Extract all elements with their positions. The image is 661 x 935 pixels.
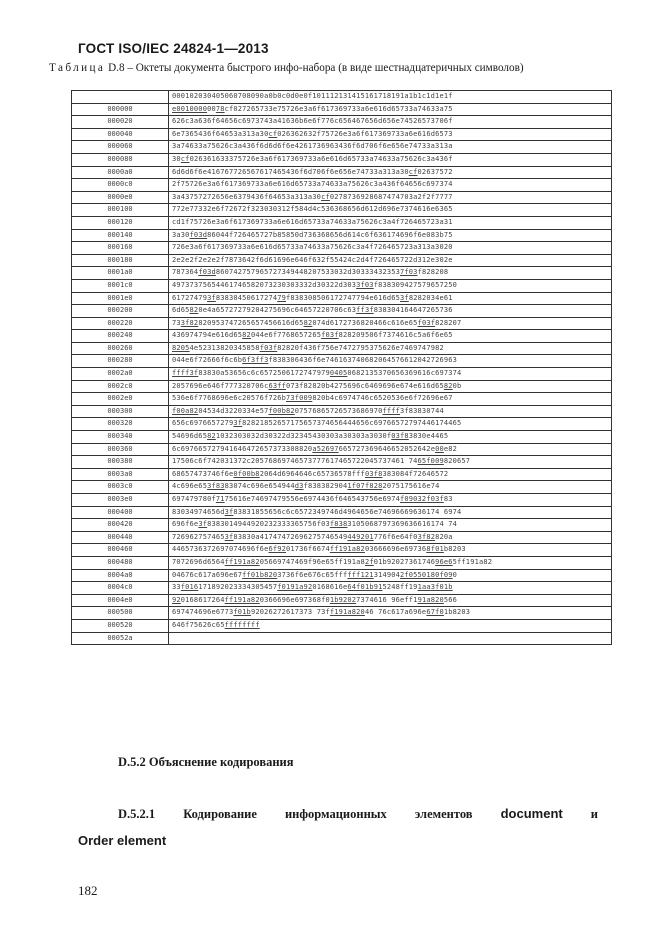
subsection-conjunction: и — [590, 807, 598, 821]
encoded-octet-group: f0191a92 — [277, 583, 313, 592]
offset-cell: 00052a — [72, 632, 169, 645]
hex-cell: ffff3f83830a53656c6c657250617274797904050682135370656369616c697374 — [169, 368, 612, 381]
section-title: D.5.2 Объяснение кодирования — [118, 755, 294, 769]
encoded-octet-group: 03f8 — [364, 469, 383, 478]
encoded-octet-group: 7f03 — [400, 268, 418, 277]
encoded-octet-group: 3f — [198, 520, 208, 529]
offset-cell: 000320 — [72, 418, 169, 431]
encoded-octet-group: 3f — [233, 419, 243, 428]
hex-cell: 646f75626c65ffffffff — [169, 619, 612, 632]
table-row — [72, 317, 612, 330]
encoded-octet-group: ffffffff — [224, 620, 260, 629]
offset-cell: 000080 — [72, 153, 169, 166]
table-row — [72, 229, 612, 242]
table-caption — [49, 62, 629, 74]
table-row — [72, 153, 612, 166]
subsection-word: элементов — [414, 807, 473, 821]
offset-header-cell — [72, 91, 169, 104]
encoded-octet-group: f03f — [321, 331, 339, 340]
table-row — [72, 305, 612, 318]
encoded-octet-group: 82 — [242, 331, 251, 340]
hex-cell: 2e2e2f2e2e2f7873642f6d61696e646f632f55424c2d4f726465722d312e302e — [169, 254, 612, 267]
table-row — [72, 481, 612, 494]
hex-cell: 617274793f8383045061727479f838308506172747794e616d653f8282034e61 — [169, 292, 612, 305]
table-caption-label: Таблица — [49, 62, 106, 74]
offset-cell: 000300 — [72, 405, 169, 418]
encoded-octet-group: 79 — [277, 293, 287, 302]
hex-cell: 920168617264ff191a820366696e697368f01b92027374616 96eff191a820566 — [169, 594, 612, 607]
table-row — [72, 216, 612, 229]
subsection-word: информационных — [284, 807, 387, 821]
encoded-octet-group: 2f0550180f09 — [400, 570, 453, 579]
offset-cell: 000360 — [72, 443, 169, 456]
encoded-octet-group: cf — [180, 154, 190, 163]
hex-cell: 3a43757272656e6379436f64653a313a30cf0278736928687474703a2f2f7777 — [169, 191, 612, 204]
table-row — [72, 267, 612, 280]
encoded-octet-group: 3f83 — [207, 482, 225, 491]
hex-cell: 3a74633a75626c3a436f6d6d6f6e4261736963436f6d706f6e656e74733a313a — [169, 141, 612, 154]
hex-cell: 626c3a636f64656c6973743a41636b6e6f776c656467656d656e74526573706f — [169, 116, 612, 129]
table-row — [72, 191, 612, 204]
subsection-heading — [118, 806, 598, 822]
hex-cell: 4c696e653f8383074c696e654944d3f8383829041f07f8282075175616e74 — [169, 481, 612, 494]
encoded-octet-group: a52697 — [312, 444, 339, 453]
hex-cell: 536e6f7768696e6c20576f726b73f009820b4c6974746c6520536e6f72696e67 — [169, 393, 612, 406]
hex-cell: 044e6f72666f6c6b6f3ff3f838306436f6e746163740682064576612042726963 — [169, 355, 612, 368]
offset-cell: 0002c0 — [72, 380, 169, 393]
table-row — [72, 607, 612, 620]
offset-cell: 000160 — [72, 242, 169, 255]
offset-cell: 000520 — [72, 619, 169, 632]
hex-cell — [169, 632, 612, 645]
offset-cell: 000140 — [72, 229, 169, 242]
table-row — [72, 393, 612, 406]
table-row — [72, 204, 612, 217]
encoded-octet-group: ff01b820 — [242, 570, 278, 579]
encoded-octet-group: 6f3ff3 — [242, 356, 269, 365]
hex-cell: 68657473746f6e0f00b82064d6964646c65736578fff03f8383084f72646572 — [169, 468, 612, 481]
encoded-octet-group: 00 — [435, 444, 444, 453]
subsection-term-order-element: Order element — [78, 833, 167, 848]
offset-cell: 0004a0 — [72, 569, 169, 582]
table-row — [72, 556, 612, 569]
hex-cell: 49737375654461746582073230303332d30322d3033f03f838309427579657250 — [169, 279, 612, 292]
encoded-octet-group: 96e6 — [435, 557, 453, 566]
encoded-octet-group: cf — [321, 192, 330, 201]
encoded-octet-group: 8f01 — [426, 545, 444, 554]
hex-cell: 04676c617a696e67ff01b8203736f6e676c65ffffff1213149042f0550180f090 — [169, 569, 612, 582]
hex-cell: 726e3a6f617369733a6e616d65733a74633a75626c3a4f726465723a313a3020 — [169, 242, 612, 255]
offset-cell: 0001e0 — [72, 292, 169, 305]
encoded-octet-group: 0f00b8 — [233, 469, 260, 478]
offset-cell: 0000c0 — [72, 179, 169, 192]
table-row — [72, 619, 612, 632]
encoded-octet-group: e0010000 — [172, 104, 208, 113]
hex-cell: 7269627574653f83830a41747472696275746549449201776f6e64f03f82820a — [169, 531, 612, 544]
offset-cell: 000240 — [72, 330, 169, 343]
table-row — [72, 468, 612, 481]
encoded-octet-group: 1f07f828 — [347, 482, 383, 491]
offset-cell: 000500 — [72, 607, 169, 620]
table-row — [72, 443, 612, 456]
encoded-octet-group: 3f82 — [180, 318, 199, 327]
encoded-octet-group: 82 — [207, 432, 216, 441]
offset-cell: 000100 — [72, 204, 169, 217]
table-row — [72, 254, 612, 267]
encoded-octet-group: 91a820 — [417, 595, 444, 604]
encoded-octet-group: f03d — [198, 268, 216, 277]
encoded-octet-group: 0405 — [329, 369, 348, 378]
offset-cell: 0001c0 — [72, 279, 169, 292]
table-row — [72, 128, 612, 141]
hex-cell: 54696d65821032303032d30322d32345430303a30303a3030f03f83830e4465 — [169, 431, 612, 444]
encoded-octet-group: 78 — [215, 104, 225, 113]
table-row — [72, 569, 612, 582]
encoded-octet-group: ff191a82 — [329, 545, 365, 554]
encoded-octet-group: cf — [408, 167, 418, 176]
table-row — [72, 544, 612, 557]
encoded-octet-group: ff191a82 — [224, 595, 260, 604]
offset-cell: 000180 — [72, 254, 169, 267]
encoded-octet-group: 65f009 — [417, 457, 444, 466]
encoded-octet-group: 67f0 — [426, 608, 444, 617]
table-row — [72, 519, 612, 532]
encoded-octet-group: 64f01b91 — [347, 583, 383, 592]
hex-cell: 2f75726e3a6f617369733a6e616d65733a74633a75626c3a436f64656c697374 — [169, 179, 612, 192]
encoded-octet-group: ffff — [382, 406, 401, 415]
offset-cell: 000220 — [72, 317, 169, 330]
encoded-octet-group: ff3f — [356, 306, 374, 315]
hex-cell: 83034974656d3f83831855656c6c6572349746d4964656e74696669636174 6974 — [169, 506, 612, 519]
encoded-octet-group: fff121 — [347, 570, 374, 579]
encoded-octet-group: ff191a82 — [224, 557, 260, 566]
offset-cell: 000480 — [72, 556, 169, 569]
hex-cell: 82054e52313820345858f03f82820f436f756e7472795375626e7469747982 — [169, 342, 612, 355]
encoded-octet-group: 449201 — [347, 532, 374, 541]
hex-cell: 6d6d6f6e416767726567617465436f6d706f6e656e74733a313a30cf02637572 — [169, 166, 612, 179]
table-row — [72, 506, 612, 519]
table-row — [72, 292, 612, 305]
hex-cell: 17506c6f742031372c20576869746573777617465722045737461 7465f009820657 — [169, 456, 612, 469]
offset-cell: 000060 — [72, 141, 169, 154]
offset-cell: 000000 — [72, 103, 169, 116]
offset-cell: 000280 — [72, 355, 169, 368]
table-row — [72, 594, 612, 607]
hex-cell: 6d65820e4a65727279204275696c64657220706c63ff3f838304164647265736 — [169, 305, 612, 318]
encoded-octet-group: f03f — [259, 343, 278, 352]
hex-cell: cd1f75726e3a6f617369733a6e616d65733a74633a75626c3a4f726465723a31 — [169, 216, 612, 229]
offset-cell: 000260 — [72, 342, 169, 355]
offset-cell: 0004c0 — [72, 582, 169, 595]
table-row — [72, 279, 612, 292]
table-caption-text: D.8 – Октеты документа быстрого инфо-набора (в виде шестнадцатеричных символов) — [108, 62, 524, 74]
table-row — [72, 141, 612, 154]
offset-cell: 0003c0 — [72, 481, 169, 494]
table-row — [72, 166, 612, 179]
byte-index-header: 000102030405060708090a0b0c0d0e0f101112131415161718191a1b1c1d1e1f — [169, 91, 612, 104]
offset-cell: 0000a0 — [72, 166, 169, 179]
hex-cell: 3a30f03d86044f726465727b85850d736368656d614c6f636174696f6e083b75 — [169, 229, 612, 242]
offset-cell: 000340 — [72, 431, 169, 444]
offset-cell: 000120 — [72, 216, 169, 229]
hex-cell: 2057696e646f777320706c63ff073f82820b4275696c6469696e674e616d65820b — [169, 380, 612, 393]
hex-cell: 30cf026361633375726e3a6f617369733a6e616d65733a74633a75626c3a436f — [169, 153, 612, 166]
encoded-octet-group: 3f — [207, 293, 216, 302]
encoded-octet-group: f03f — [426, 495, 444, 503]
table-row — [72, 531, 612, 544]
encoded-octet-group: 3f — [400, 293, 409, 302]
encoded-octet-group: cf — [268, 129, 278, 138]
offset-cell: 0004e0 — [72, 594, 169, 607]
standard-header: ГОСТ ISO/IEC 24824-1—2013 — [78, 41, 269, 56]
table-row — [72, 330, 612, 343]
hex-cell: 33f016171892023334305457f0191a920168616e64f01b915248ff191aa3f01b — [169, 582, 612, 595]
hex-cell: 436974794e616d6582044e6f7768657265f03f828209506f7374616c5a6f6e65 — [169, 330, 612, 343]
encoded-octet-group: 3f — [224, 507, 234, 516]
table-row — [72, 582, 612, 595]
hex-cell: 656c69766572793f82821852657175657374656444656c69766572797446174465 — [169, 418, 612, 431]
table-row — [72, 342, 612, 355]
offset-cell: 000460 — [72, 544, 169, 557]
table-row — [72, 632, 612, 645]
hex-cell: 787364f03d860742757965727349448207533032d303334323537f03f828208 — [169, 267, 612, 280]
subsection-word: Кодирование — [183, 807, 257, 821]
encoded-octet-group: f838 — [329, 520, 348, 529]
hex-octets-table — [71, 90, 612, 645]
table-row — [72, 103, 612, 116]
hex-cell: 7072696d6564ff191a8205669747469f96e65ff191a82f01b9202736174696e65ff191a82 — [169, 556, 612, 569]
table-row — [72, 405, 612, 418]
encoded-octet-group: 82 — [303, 318, 313, 327]
table-row — [72, 179, 612, 192]
offset-cell: 000020 — [72, 116, 169, 129]
hex-cell: 697479780f7175616e74697479556e6974436f646543756e6974f09032f03f83 — [169, 494, 612, 507]
offset-cell: 0002e0 — [72, 393, 169, 406]
offset-cell: 0002a0 — [72, 368, 169, 381]
encoded-octet-group: 6f92 — [268, 545, 287, 554]
encoded-octet-group: f00b82 — [268, 406, 295, 415]
offset-cell: 0003a0 — [72, 468, 169, 481]
offset-cell: 000420 — [72, 519, 169, 532]
hex-cell: 772e77332e6f72672f323030312f584d4c536368656d612d696e7374616e6365 — [169, 204, 612, 217]
table-row — [72, 242, 612, 255]
encoded-octet-group: f01b — [233, 608, 251, 617]
offset-cell: 000200 — [72, 305, 169, 318]
offset-cell: 000380 — [72, 456, 169, 469]
table-row — [72, 380, 612, 393]
encoded-octet-group: 63ff — [268, 381, 287, 390]
hex-cell: 697474696e6773f01b92026272617373 73ff191a82046 76c617a696e67f01b8203 — [169, 607, 612, 620]
offset-cell: 0003e0 — [72, 494, 169, 507]
encoded-octet-group: 73f009 — [286, 394, 313, 403]
table-row — [72, 494, 612, 507]
encoded-octet-group: ffff3f — [172, 369, 199, 378]
encoded-octet-group: 92 — [172, 595, 181, 604]
hex-cell: 733f82820953747265657456616d6582074d6172736820466c616e65f03f828207 — [169, 317, 612, 330]
offset-cell: 000440 — [72, 531, 169, 544]
table-row — [72, 456, 612, 469]
encoded-octet-group: 1b9202 — [329, 595, 357, 604]
page-number: 182 — [78, 883, 98, 898]
encoded-octet-group: 3f82 — [417, 532, 436, 541]
encoded-octet-group: 82 — [189, 306, 199, 315]
hex-cell: 696f6e3f8383014944920232333365756f03f8383105068797369636616174 74 — [169, 519, 612, 532]
encoded-octet-group: f03f — [417, 318, 436, 327]
encoded-octet-group: 03f8 — [391, 432, 409, 441]
encoded-octet-group: 1aa3f01b — [417, 583, 453, 592]
hex-cell: 4465736372697074696f6e6f9201736f6674ff191a8203666696e697368f01b8203 — [169, 544, 612, 557]
table-row — [72, 431, 612, 444]
encoded-octet-group: 2f — [364, 557, 374, 566]
table-row — [72, 116, 612, 129]
hex-cell: e00100000078cf027265733e75726e3a6f617369733a6e616d65733a74633a75 — [169, 103, 612, 116]
hex-cell: 6c697665727941646472657373308820a52697665727369646652052642e00e82 — [169, 443, 612, 456]
table-header-row — [72, 91, 612, 104]
table-row — [72, 368, 612, 381]
encoded-octet-group: 82 — [443, 381, 453, 390]
offset-cell: 000400 — [72, 506, 169, 519]
offset-cell: 0000e0 — [72, 191, 169, 204]
encoded-octet-group: 3f03 — [356, 280, 374, 289]
subsection-term-document: document — [500, 806, 563, 821]
encoded-octet-group: f03d — [189, 230, 208, 239]
encoded-octet-group: f191a820 — [329, 608, 365, 617]
hex-cell: f00a8204534d3220334e57f00b8207576865726573686970ffff3f83830744 — [169, 405, 612, 418]
hex-cell: 6e7365436f64653a313a30cf026362632f75726e3a6f617369733a6e616d6573 — [169, 128, 612, 141]
encoded-octet-group: 3f — [224, 532, 234, 541]
table-row — [72, 355, 612, 368]
encoded-octet-group: f00a82 — [172, 406, 199, 415]
table-row — [72, 418, 612, 431]
encoded-octet-group: 71 — [215, 495, 225, 503]
encoded-octet-group: f09032 — [400, 495, 427, 503]
offset-cell: 000040 — [72, 128, 169, 141]
encoded-octet-group: f016 — [180, 583, 199, 592]
subsection-number: D.5.2.1 — [118, 807, 156, 821]
encoded-octet-group: d3 — [294, 482, 304, 491]
encoded-octet-group: 8205 — [172, 343, 190, 352]
offset-cell: 0001a0 — [72, 267, 169, 280]
